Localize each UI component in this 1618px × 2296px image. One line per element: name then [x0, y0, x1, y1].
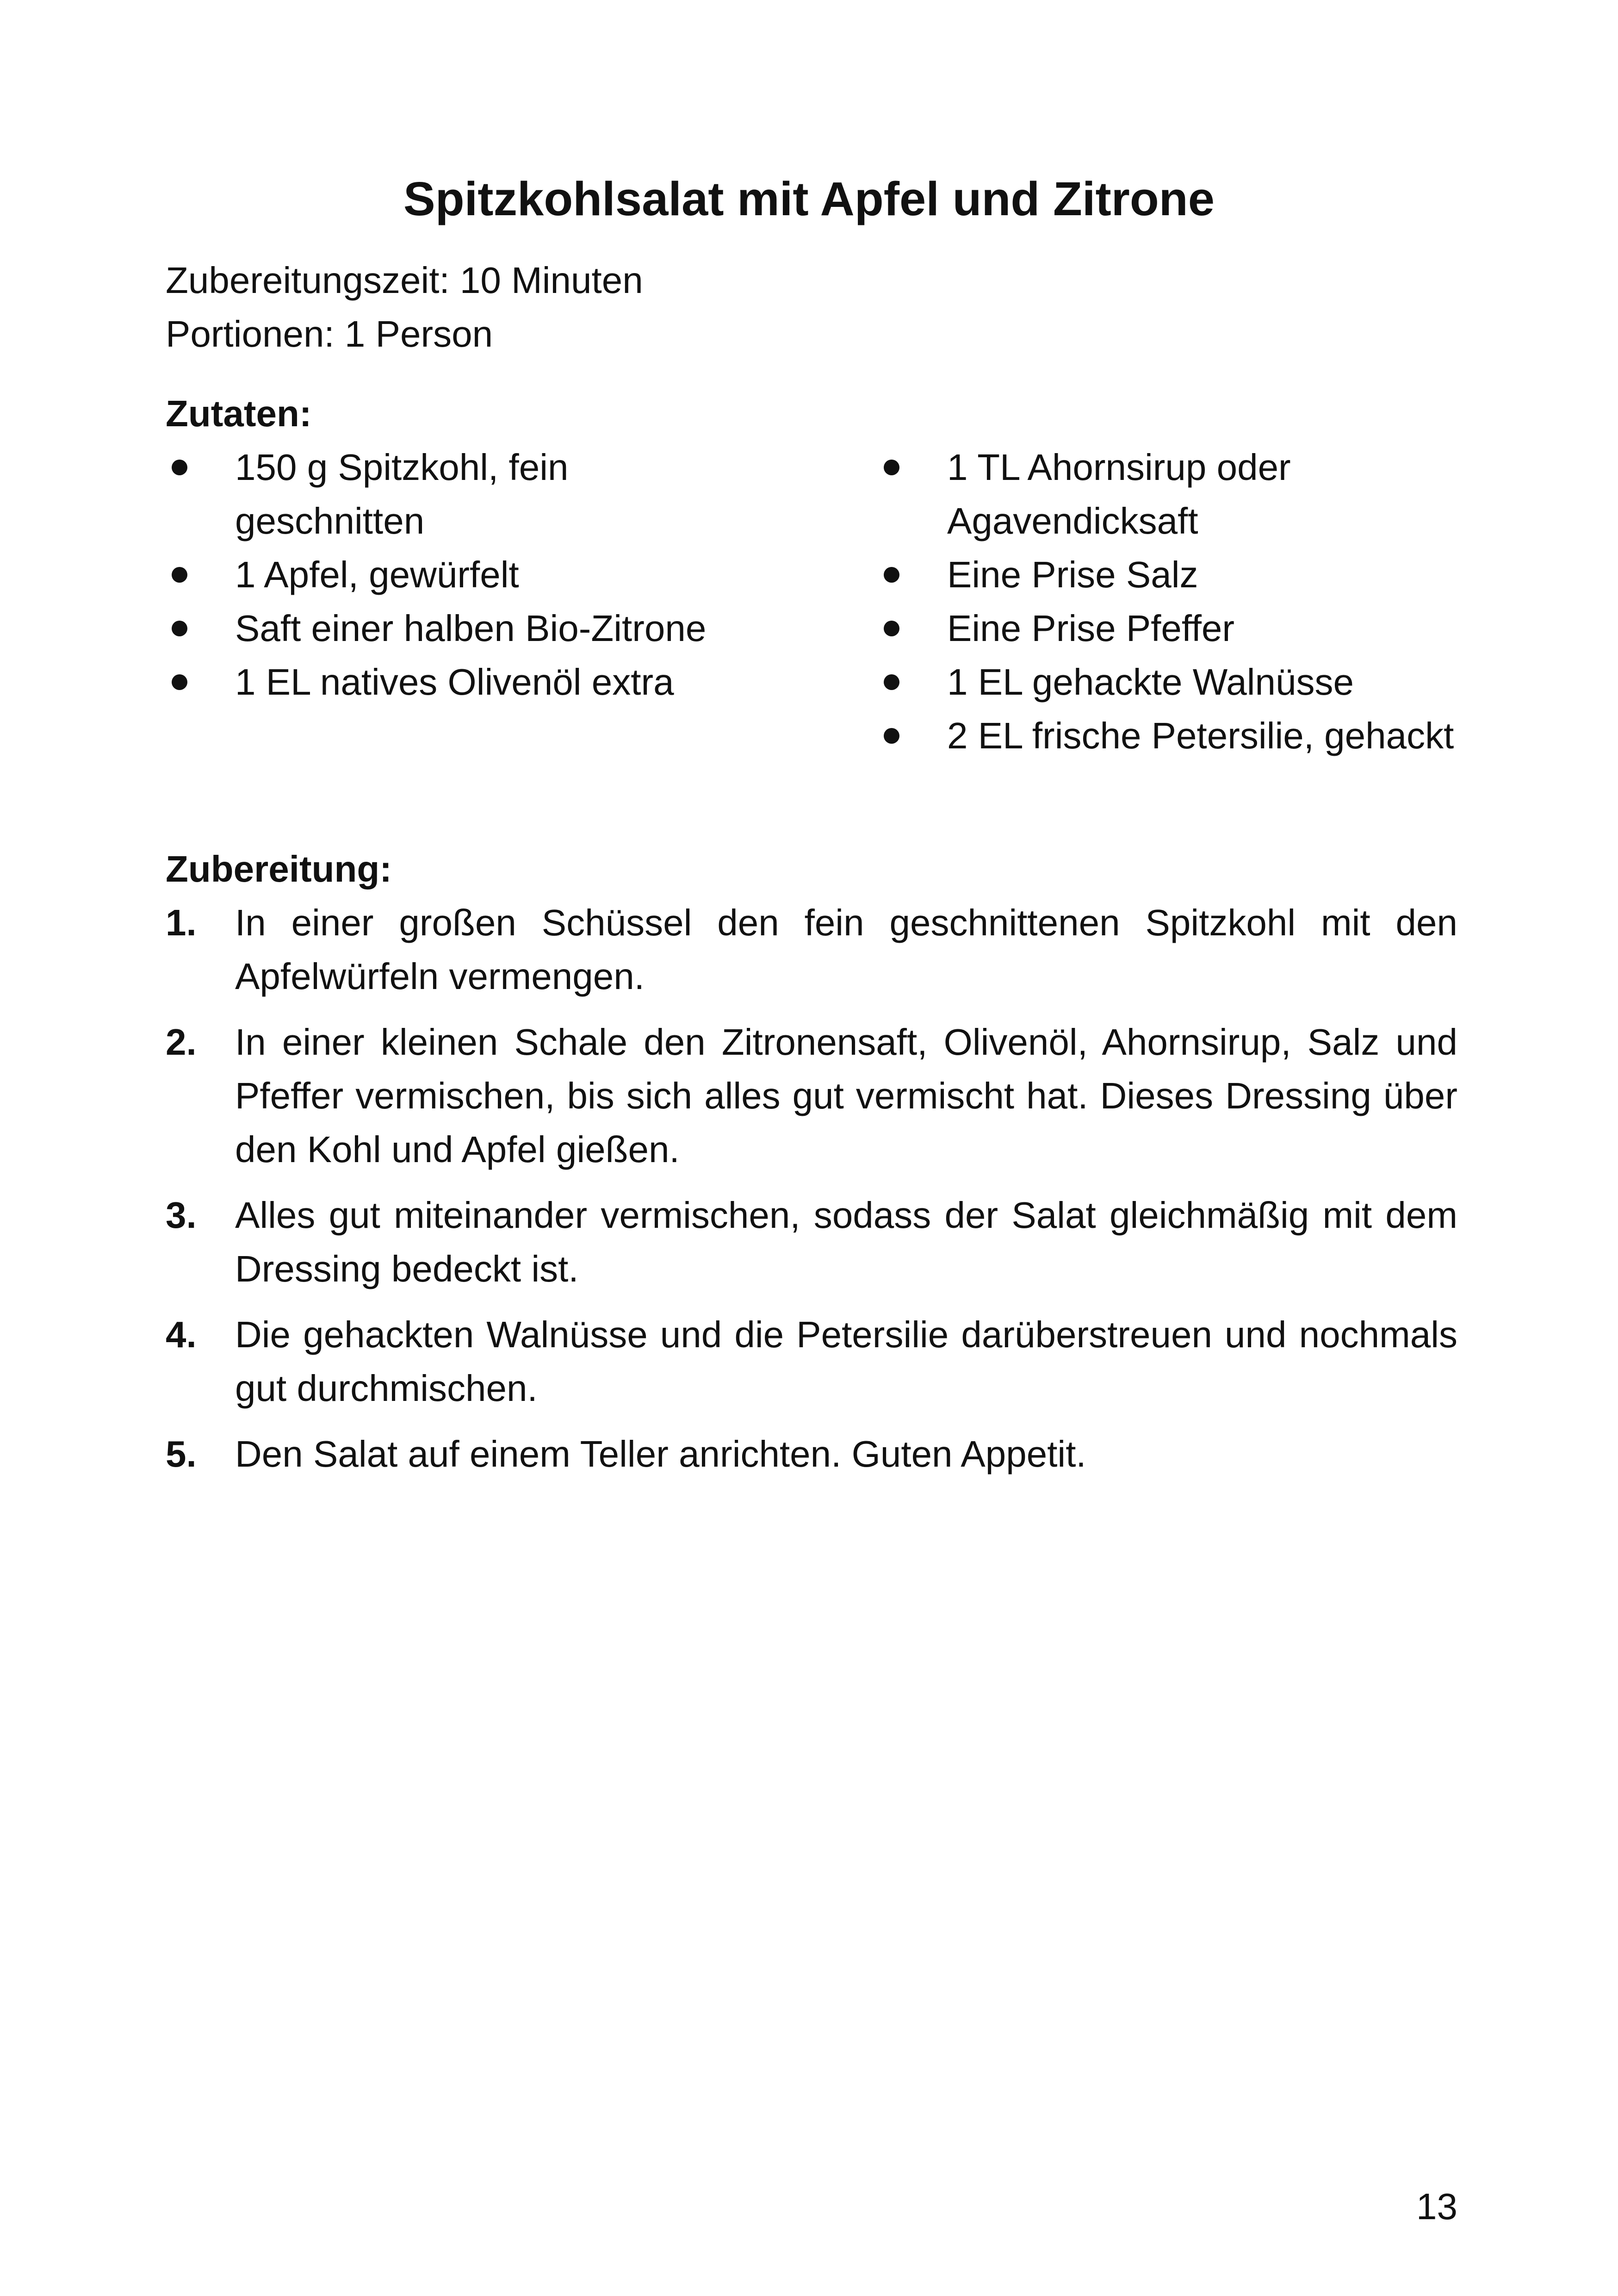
ingredient-item	[878, 655, 1470, 709]
step-item	[166, 896, 1457, 1003]
step-number: 2.	[166, 1021, 197, 1063]
ingredient-item	[878, 709, 1470, 763]
ingredient-item	[166, 655, 730, 709]
step-number: 4.	[166, 1314, 197, 1355]
bullet-icon	[878, 655, 905, 709]
preparation-steps	[166, 896, 1457, 1493]
ingredient-text: Eine Prise Salz	[947, 554, 1198, 595]
ingredient-item	[166, 548, 730, 602]
ingredients-list-right	[878, 441, 1470, 763]
recipe-meta	[166, 254, 643, 361]
ingredient-item	[878, 441, 1470, 548]
ingredient-item	[166, 602, 730, 655]
step-item	[166, 1308, 1457, 1415]
ingredient-text: 1 Apfel, gewürfelt	[235, 554, 519, 595]
bullet-icon	[878, 441, 905, 494]
ingredient-item	[166, 441, 730, 548]
step-item	[166, 1427, 1457, 1481]
ingredient-text: 1 TL Ahornsirup oder Agavendicksaft	[947, 447, 1291, 541]
ingredient-text: 2 EL frische Petersilie, gehackt	[947, 715, 1454, 756]
preparation-heading: Zubereitung:	[166, 848, 392, 890]
ingredient-item	[878, 602, 1470, 655]
bullet-icon	[166, 441, 193, 494]
ingredient-text: 1 EL natives Olivenöl extra	[235, 661, 674, 703]
bullet-icon	[878, 709, 905, 763]
step-item	[166, 1015, 1457, 1176]
ingredient-text: Eine Prise Pfeffer	[947, 608, 1235, 649]
step-text: In einer kleinen Schale den Zitronensaft, Olivenöl, Ahornsirup, Salz und Pfeffer vermischen, bis sich alles gut vermischt hat. Dieses Dressing über den Kohl und Apfel gießen.	[235, 1021, 1457, 1170]
bullet-icon	[878, 548, 905, 602]
ingredients-heading: Zutaten:	[166, 393, 312, 434]
recipe-title: Spitzkohlsalat mit Apfel und Zitrone	[403, 172, 1215, 225]
step-number: 5.	[166, 1433, 197, 1475]
step-text: Alles gut miteinander vermischen, sodass der Salat gleichmäßig mit dem Dressing bedeckt ist.	[235, 1195, 1457, 1289]
step-text: In einer großen Schüssel den fein geschnittenen Spitzkohl mit den Apfelwürfeln vermengen.	[235, 902, 1457, 997]
ingredients-list-left	[166, 441, 730, 709]
step-number: 3.	[166, 1195, 197, 1236]
page-number: 13	[1416, 2186, 1457, 2227]
bullet-icon	[166, 655, 193, 709]
step-item	[166, 1188, 1457, 1296]
bullet-icon	[166, 548, 193, 602]
servings: Portionen: 1 Person	[166, 313, 493, 355]
bullet-icon	[878, 602, 905, 655]
ingredient-text: Saft einer halben Bio-Zitrone	[235, 608, 707, 649]
bullet-icon	[166, 602, 193, 655]
ingredient-text: 1 EL gehackte Walnüsse	[947, 661, 1354, 703]
ingredient-text: 150 g Spitzkohl, fein geschnitten	[235, 447, 569, 541]
step-number: 1.	[166, 902, 197, 943]
step-text: Den Salat auf einem Teller anrichten. Guten Appetit.	[235, 1433, 1086, 1475]
prep-time: Zubereitungszeit: 10 Minuten	[166, 260, 643, 301]
ingredient-item	[878, 548, 1470, 602]
step-text: Die gehackten Walnüsse und die Petersilie darüberstreuen und nochmals gut durchmischen.	[235, 1314, 1457, 1409]
